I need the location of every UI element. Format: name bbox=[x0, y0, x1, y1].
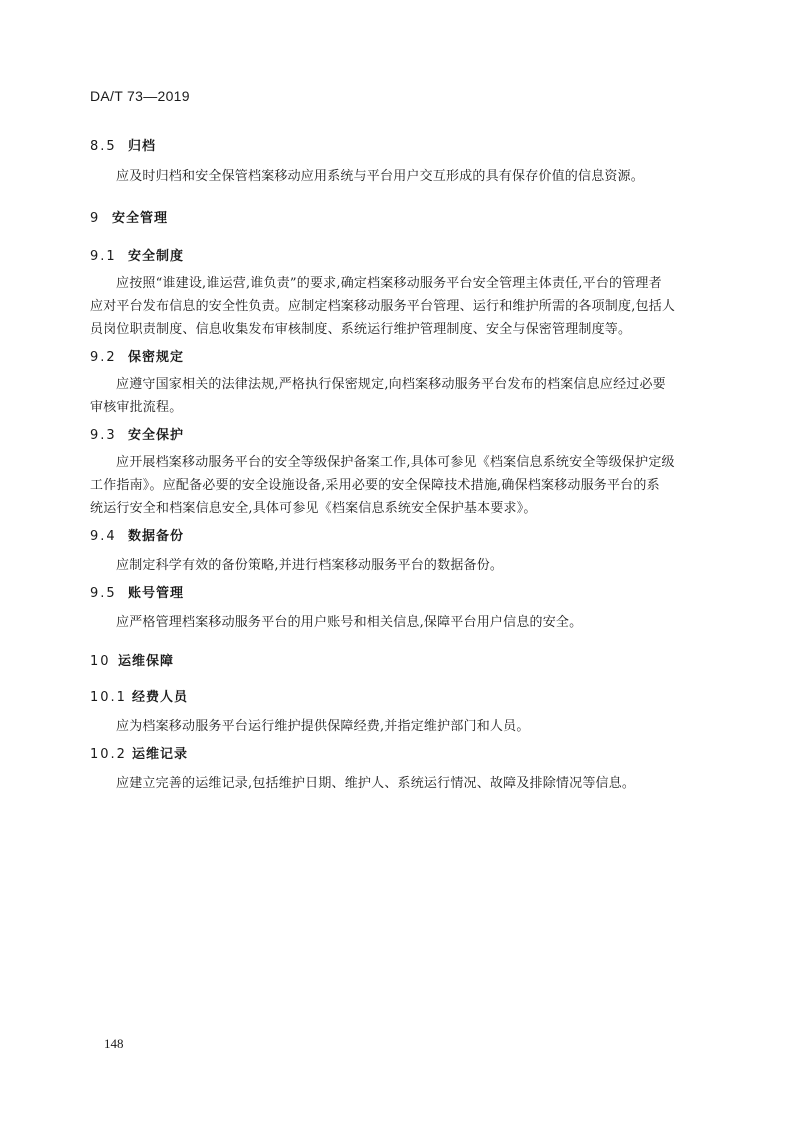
section-number: 9 bbox=[90, 211, 101, 226]
section-9-5 bbox=[90, 585, 710, 634]
section-10-1 bbox=[90, 689, 710, 738]
section-heading bbox=[90, 653, 710, 671]
paragraph-line: 应严格管理档案移动服务平台的用户账号和相关信息,保障平台用户信息的安全。 bbox=[116, 615, 583, 630]
section-8-5 bbox=[90, 138, 710, 188]
paragraph bbox=[90, 272, 710, 341]
paragraph-line: 应开展档案移动服务平台的安全等级保护备案工作,具体可参见《档案信息系统安全等级保护定级 bbox=[116, 455, 675, 470]
paragraph bbox=[90, 772, 710, 795]
section-number: 10.2 bbox=[90, 747, 127, 762]
section-title: 运维保障 bbox=[118, 654, 175, 669]
section-title: 归档 bbox=[128, 139, 157, 154]
section-number: 9.3 bbox=[90, 428, 117, 443]
paragraph-line: 员岗位职责制度、信息收集发布审核制度、系统运行维护管理制度、安全与保密管理制度等。 bbox=[90, 322, 632, 337]
paragraph bbox=[90, 373, 710, 419]
section-9-2 bbox=[90, 349, 710, 419]
section-number: 10.1 bbox=[90, 690, 127, 705]
section-title: 数据备份 bbox=[128, 529, 185, 544]
paragraph-line: 应按照“谁建设,谁运营,谁负责”的要求,确定档案移动服务平台安全管理主体责任,平台的管理者 bbox=[116, 276, 662, 291]
section-title: 账号管理 bbox=[128, 586, 185, 601]
section-title: 经费人员 bbox=[132, 690, 189, 705]
section-heading bbox=[90, 689, 710, 707]
page-number: 148 bbox=[104, 1036, 124, 1051]
paragraph bbox=[90, 451, 710, 520]
paragraph-line: 统运行安全和档案信息安全,具体可参见《档案信息系统安全保护基本要求》。 bbox=[90, 501, 537, 516]
paragraph-line: 审核审批流程。 bbox=[90, 400, 183, 415]
section-title: 安全保护 bbox=[128, 428, 185, 443]
section-9-4 bbox=[90, 528, 710, 577]
section-number: 9.2 bbox=[90, 350, 117, 365]
section-heading bbox=[90, 427, 710, 445]
paragraph bbox=[90, 611, 710, 634]
section-number: 10 bbox=[90, 654, 111, 669]
section-heading bbox=[90, 349, 710, 367]
paragraph-line: 应为档案移动服务平台运行维护提供保障经费,并指定维护部门和人员。 bbox=[116, 719, 530, 734]
paragraph-line: 工作指南》。应配备必要的安全设施设备,采用必要的安全保障技术措施,确保档案移动服务平台的系 bbox=[90, 478, 660, 493]
paragraph-line: 应制定科学有效的备份策略,并进行档案移动服务平台的数据备份。 bbox=[116, 558, 504, 573]
section-number: 9.4 bbox=[90, 529, 117, 544]
section-10-2 bbox=[90, 746, 710, 795]
section-heading bbox=[90, 528, 710, 546]
paragraph-line: 应建立完善的运维记录,包括维护日期、维护人、系统运行情况、故障及排除情况等信息。 bbox=[116, 776, 636, 791]
document-code: DA/T 73—2019 bbox=[90, 88, 190, 104]
section-9 bbox=[90, 210, 710, 228]
section-heading bbox=[90, 585, 710, 603]
section-heading bbox=[90, 746, 710, 764]
section-9-3 bbox=[90, 427, 710, 520]
document-body bbox=[90, 132, 710, 795]
paragraph bbox=[90, 554, 710, 577]
section-heading bbox=[90, 138, 710, 156]
section-heading bbox=[90, 210, 710, 228]
section-title: 安全制度 bbox=[128, 249, 185, 264]
paragraph-line: 应遵守国家相关的法律法规,严格执行保密规定,向档案移动服务平台发布的档案信息应经过必要 bbox=[116, 377, 666, 392]
section-title: 保密规定 bbox=[128, 350, 185, 365]
section-number: 9.5 bbox=[90, 586, 117, 601]
paragraph-line: 应及时归档和安全保管档案移动应用系统与平台用户交互形成的具有保存价值的信息资源。 bbox=[116, 169, 645, 184]
section-title: 运维记录 bbox=[132, 747, 189, 762]
section-title: 安全管理 bbox=[112, 211, 169, 226]
paragraph bbox=[90, 715, 710, 738]
section-number: 8.5 bbox=[90, 139, 117, 154]
section-9-1 bbox=[90, 248, 710, 341]
section-10 bbox=[90, 653, 710, 671]
section-number: 9.1 bbox=[90, 249, 117, 264]
section-heading bbox=[90, 248, 710, 266]
paragraph-line: 应对平台发布信息的安全性负责。应制定档案移动服务平台管理、运行和维护所需的各项制度,包括人 bbox=[90, 299, 676, 314]
paragraph bbox=[90, 165, 710, 188]
